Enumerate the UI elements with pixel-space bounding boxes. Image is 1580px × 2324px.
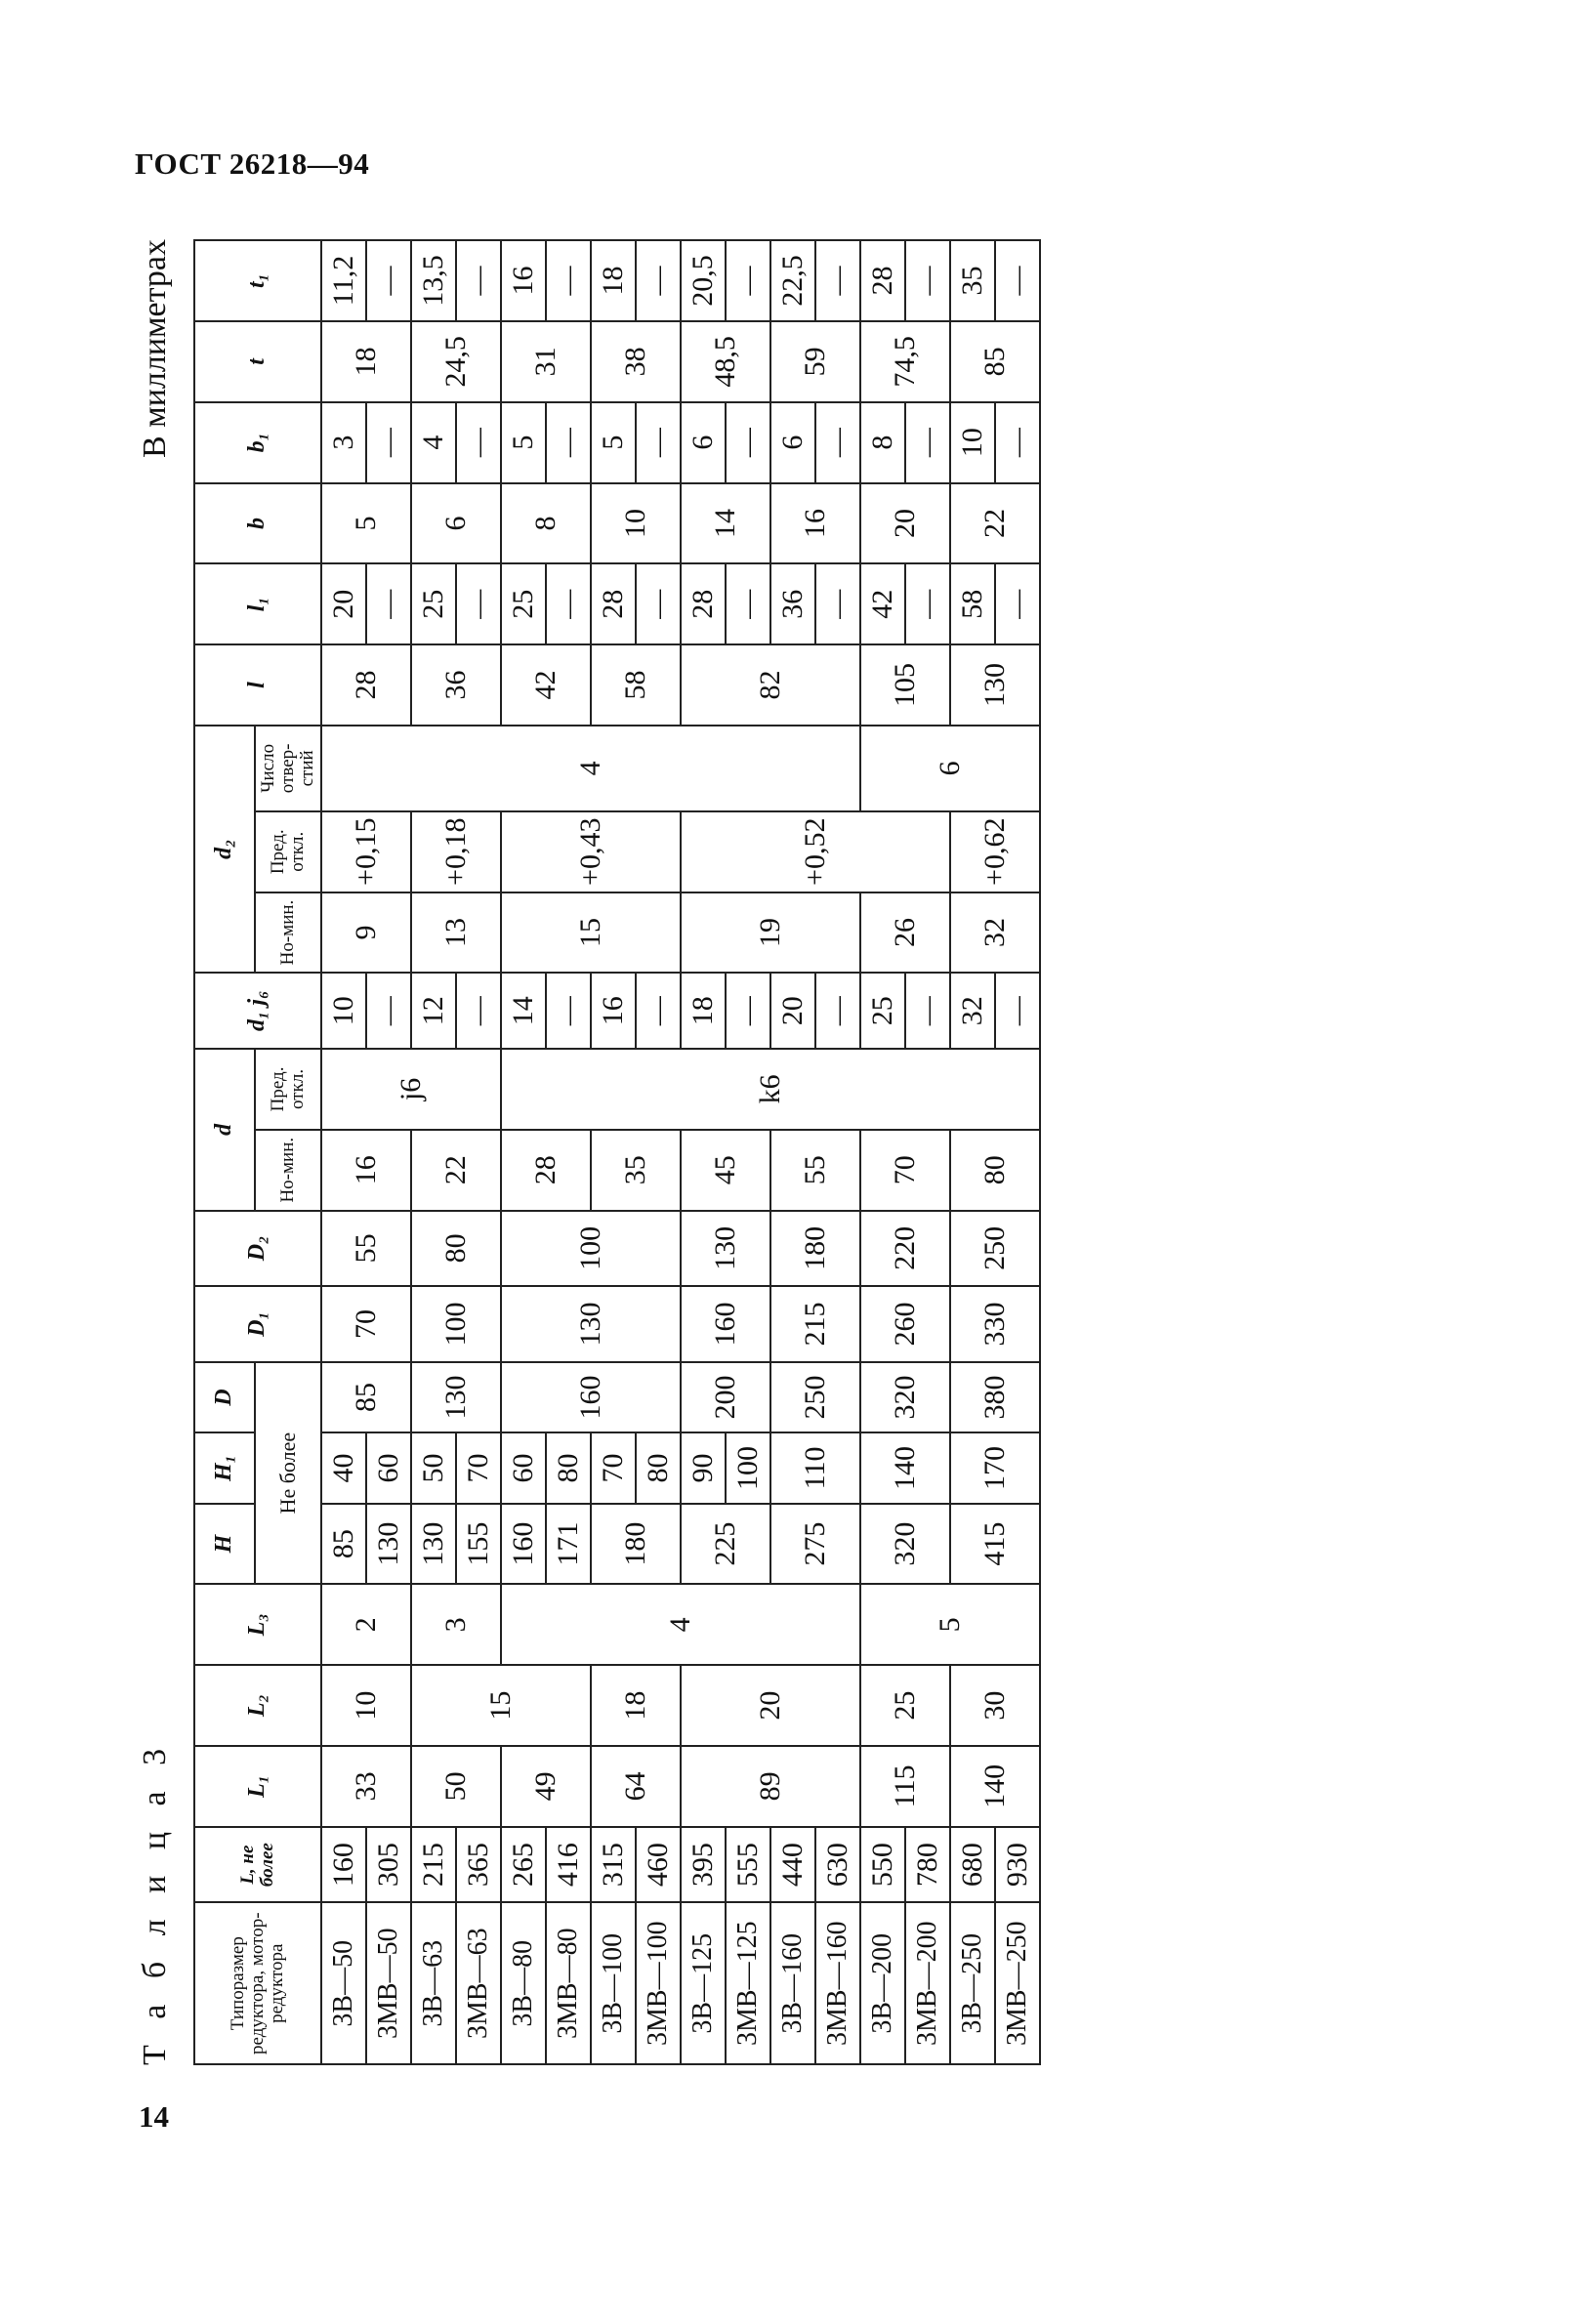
cell-L1: 115 bbox=[860, 1746, 950, 1827]
cell-L3: 2 bbox=[321, 1584, 411, 1665]
cell-d-nom: 28 bbox=[501, 1130, 591, 1211]
cell-b: 16 bbox=[770, 483, 860, 564]
cell-d-nom: 35 bbox=[591, 1130, 681, 1211]
cell-b: 5 bbox=[321, 483, 411, 564]
cell-b: 10 bbox=[591, 483, 681, 564]
cell-l1: — bbox=[815, 563, 860, 644]
header-D2: D₂ bbox=[194, 1211, 321, 1287]
cell-L2: 25 bbox=[860, 1665, 950, 1746]
cell-d1: 25 bbox=[860, 973, 905, 1049]
cell-L: 416 bbox=[546, 1827, 591, 1903]
table-row bbox=[950, 240, 995, 2064]
header-H1: H₁ bbox=[194, 1432, 255, 1503]
cell-b1: 10 bbox=[950, 402, 995, 483]
units-note: В миллиметрах bbox=[137, 239, 173, 458]
cell-t1: 16 bbox=[501, 240, 546, 321]
cell-H1: 110 bbox=[770, 1432, 860, 1503]
cell-d1: — bbox=[726, 973, 770, 1049]
cell-d2-pred: +0,15 bbox=[321, 811, 411, 892]
cell-L1: 33 bbox=[321, 1746, 411, 1827]
cell-d1: — bbox=[366, 973, 411, 1049]
cell-l1: — bbox=[636, 563, 681, 644]
cell-H1: 100 bbox=[726, 1432, 770, 1503]
cell-t1: 20,5 bbox=[681, 240, 726, 321]
row-name: 3В—50 bbox=[321, 1902, 366, 2064]
cell-d2-pred: +0,43 bbox=[501, 811, 681, 892]
cell-t1: — bbox=[995, 240, 1040, 321]
document-header: ГОСТ 26218—94 bbox=[135, 146, 370, 181]
cell-D1: 215 bbox=[770, 1286, 860, 1362]
cell-b: 14 bbox=[681, 483, 770, 564]
cell-t: 48,5 bbox=[681, 321, 770, 402]
cell-d1: 16 bbox=[591, 973, 636, 1049]
cell-d-nom: 22 bbox=[411, 1130, 501, 1211]
cell-L2: 30 bbox=[950, 1665, 1040, 1746]
row-name: 3МВ—100 bbox=[636, 1902, 681, 2064]
cell-d1: 18 bbox=[681, 973, 726, 1049]
header-d2: d₂ bbox=[194, 726, 255, 974]
cell-L1: 50 bbox=[411, 1746, 501, 1827]
cell-l: 58 bbox=[591, 644, 681, 726]
cell-L2: 15 bbox=[411, 1665, 591, 1746]
header-type: Типоразмер редуктора, мотор-редуктора bbox=[194, 1902, 321, 2064]
cell-H1: 60 bbox=[501, 1432, 546, 1503]
cell-t1: 18 bbox=[591, 240, 636, 321]
cell-D1: 100 bbox=[411, 1286, 501, 1362]
cell-b: 6 bbox=[411, 483, 501, 564]
cell-L2: 18 bbox=[591, 1665, 681, 1746]
cell-d1: 20 bbox=[770, 973, 815, 1049]
cell-t: 18 bbox=[321, 321, 411, 402]
cell-D2: 220 bbox=[860, 1211, 950, 1287]
cell-b: 8 bbox=[501, 483, 591, 564]
cell-L: 930 bbox=[995, 1827, 1040, 1903]
header-D1: D₁ bbox=[194, 1286, 321, 1362]
header-d-pred: Пред. откл. bbox=[255, 1049, 321, 1130]
cell-L: 305 bbox=[366, 1827, 411, 1903]
cell-H1: 80 bbox=[546, 1432, 591, 1503]
cell-d1: — bbox=[905, 973, 950, 1049]
page-number: 14 bbox=[139, 2099, 169, 2134]
cell-l1: — bbox=[456, 563, 501, 644]
cell-H: 415 bbox=[950, 1504, 1040, 1585]
cell-L1: 49 bbox=[501, 1746, 591, 1827]
cell-l: 130 bbox=[950, 644, 1040, 726]
cell-d1: 14 bbox=[501, 973, 546, 1049]
cell-D: 250 bbox=[770, 1362, 860, 1432]
header-t: t bbox=[194, 321, 321, 402]
cell-t1: — bbox=[815, 240, 860, 321]
cell-b1: — bbox=[726, 402, 770, 483]
cell-H: 130 bbox=[366, 1504, 411, 1585]
cell-L: 780 bbox=[905, 1827, 950, 1903]
cell-L3: 3 bbox=[411, 1584, 501, 1665]
cell-D: 160 bbox=[501, 1362, 681, 1432]
header-L2: L₂ bbox=[194, 1665, 321, 1746]
row-name: 3В—160 bbox=[770, 1902, 815, 2064]
cell-b1: — bbox=[366, 402, 411, 483]
cell-t1: — bbox=[905, 240, 950, 321]
cell-l1: — bbox=[546, 563, 591, 644]
cell-H: 160 bbox=[501, 1504, 546, 1585]
table-row bbox=[501, 240, 546, 2064]
cell-d-pred: j6 bbox=[321, 1049, 501, 1130]
row-name: 3В—125 bbox=[681, 1902, 726, 2064]
cell-D1: 260 bbox=[860, 1286, 950, 1362]
header-t1: t₁ bbox=[194, 240, 321, 321]
cell-H1: 40 bbox=[321, 1432, 366, 1503]
cell-L2: 20 bbox=[681, 1665, 860, 1746]
cell-L: 630 bbox=[815, 1827, 860, 1903]
cell-l: 105 bbox=[860, 644, 950, 726]
cell-d-nom: 70 bbox=[860, 1130, 950, 1211]
cell-d-nom: 80 bbox=[950, 1130, 1040, 1211]
cell-H1: 80 bbox=[636, 1432, 681, 1503]
header-d2-count: Число отвер-стий bbox=[255, 726, 321, 811]
cell-l1: 20 bbox=[321, 563, 366, 644]
cell-D: 85 bbox=[321, 1362, 411, 1432]
cell-b1: — bbox=[905, 402, 950, 483]
row-name: 3МВ—63 bbox=[456, 1902, 501, 2064]
cell-H1: 170 bbox=[950, 1432, 1040, 1503]
cell-L: 160 bbox=[321, 1827, 366, 1903]
cell-l1: 42 bbox=[860, 563, 905, 644]
cell-b1: 6 bbox=[770, 402, 815, 483]
cell-H: 225 bbox=[681, 1504, 770, 1585]
cell-L: 315 bbox=[591, 1827, 636, 1903]
header-d-nom: Но-мин. bbox=[255, 1130, 321, 1211]
cell-D: 380 bbox=[950, 1362, 1040, 1432]
cell-H: 171 bbox=[546, 1504, 591, 1585]
cell-d2-nom: 26 bbox=[860, 892, 950, 974]
cell-b1: 4 bbox=[411, 402, 456, 483]
cell-L2: 10 bbox=[321, 1665, 411, 1746]
cell-H1: 70 bbox=[591, 1432, 636, 1503]
cell-d2-nom: 13 bbox=[411, 892, 501, 974]
cell-b1: 3 bbox=[321, 402, 366, 483]
cell-d2-pred: +0,52 bbox=[681, 811, 950, 892]
cell-l: 82 bbox=[681, 644, 860, 726]
cell-l1: — bbox=[905, 563, 950, 644]
cell-l1: 58 bbox=[950, 563, 995, 644]
cell-b: 22 bbox=[950, 483, 1040, 564]
cell-b1: — bbox=[815, 402, 860, 483]
cell-H1: 50 bbox=[411, 1432, 456, 1503]
cell-d1: 32 bbox=[950, 973, 995, 1049]
header-L: L, не более bbox=[194, 1827, 321, 1903]
cell-H: 275 bbox=[770, 1504, 860, 1585]
cell-H1: 140 bbox=[860, 1432, 950, 1503]
cell-l1: 28 bbox=[681, 563, 726, 644]
cell-D2: 180 bbox=[770, 1211, 860, 1287]
cell-b1: 8 bbox=[860, 402, 905, 483]
cell-l1: — bbox=[995, 563, 1040, 644]
cell-t: 85 bbox=[950, 321, 1040, 402]
header-H: H bbox=[194, 1504, 255, 1585]
cell-b1: — bbox=[636, 402, 681, 483]
cell-H: 180 bbox=[591, 1504, 681, 1585]
cell-D2: 130 bbox=[681, 1211, 770, 1287]
cell-l1: 28 bbox=[591, 563, 636, 644]
row-name: 3МВ—50 bbox=[366, 1902, 411, 2064]
header-b: b bbox=[194, 483, 321, 564]
row-name: 3МВ—80 bbox=[546, 1902, 591, 2064]
cell-L: 550 bbox=[860, 1827, 905, 1903]
header-d: d bbox=[194, 1049, 255, 1211]
row-name: 3МВ—250 bbox=[995, 1902, 1040, 2064]
cell-t1: — bbox=[636, 240, 681, 321]
cell-L: 440 bbox=[770, 1827, 815, 1903]
header-L1: L₁ bbox=[194, 1746, 321, 1827]
cell-b1: — bbox=[546, 402, 591, 483]
cell-L1: 140 bbox=[950, 1746, 1040, 1827]
cell-L3: 5 bbox=[860, 1584, 1040, 1665]
cell-d2-count: 6 bbox=[860, 726, 1040, 811]
cell-L: 265 bbox=[501, 1827, 546, 1903]
cell-H: 320 bbox=[860, 1504, 950, 1585]
row-name: 3В—63 bbox=[411, 1902, 456, 2064]
cell-D: 130 bbox=[411, 1362, 501, 1432]
header-d2-pred: Пред. откл. bbox=[255, 811, 321, 892]
cell-d1: — bbox=[456, 973, 501, 1049]
cell-d1: 10 bbox=[321, 973, 366, 1049]
cell-d2-nom: 19 bbox=[681, 892, 860, 974]
cell-t1: — bbox=[456, 240, 501, 321]
cell-H: 130 bbox=[411, 1504, 456, 1585]
cell-H: 155 bbox=[456, 1504, 501, 1585]
cell-H1: 70 bbox=[456, 1432, 501, 1503]
cell-t1: — bbox=[726, 240, 770, 321]
cell-l1: 25 bbox=[411, 563, 456, 644]
cell-D2: 55 bbox=[321, 1211, 411, 1287]
cell-D2: 80 bbox=[411, 1211, 501, 1287]
header-ne-bolee: Не более bbox=[255, 1362, 321, 1585]
cell-d1: — bbox=[815, 973, 860, 1049]
cell-t1: 11,2 bbox=[321, 240, 366, 321]
cell-D1: 130 bbox=[501, 1286, 681, 1362]
cell-L3: 4 bbox=[501, 1584, 860, 1665]
cell-b: 20 bbox=[860, 483, 950, 564]
cell-t1: — bbox=[366, 240, 411, 321]
rotated-table-area bbox=[137, 239, 1445, 2065]
cell-D: 200 bbox=[681, 1362, 770, 1432]
cell-d2-pred: +0,62 bbox=[950, 811, 1040, 892]
table-row bbox=[860, 240, 905, 2064]
cell-D1: 330 bbox=[950, 1286, 1040, 1362]
cell-D2: 100 bbox=[501, 1211, 681, 1287]
row-name: 3МВ—125 bbox=[726, 1902, 770, 2064]
row-name: 3МВ—200 bbox=[905, 1902, 950, 2064]
row-name: 3В—100 bbox=[591, 1902, 636, 2064]
table-row bbox=[411, 240, 456, 2064]
cell-d1: — bbox=[546, 973, 591, 1049]
cell-D1: 70 bbox=[321, 1286, 411, 1362]
cell-l1: — bbox=[726, 563, 770, 644]
header-L3: L₃ bbox=[194, 1584, 321, 1665]
header-l1: l₁ bbox=[194, 563, 321, 644]
cell-l1: — bbox=[366, 563, 411, 644]
cell-d-nom: 16 bbox=[321, 1130, 411, 1211]
cell-t: 31 bbox=[501, 321, 591, 402]
cell-d-nom: 45 bbox=[681, 1130, 770, 1211]
cell-t: 24,5 bbox=[411, 321, 501, 402]
row-name: 3МВ—160 bbox=[815, 1902, 860, 2064]
cell-H1: 90 bbox=[681, 1432, 726, 1503]
cell-t: 59 bbox=[770, 321, 860, 402]
cell-l: 28 bbox=[321, 644, 411, 726]
cell-d2-nom: 32 bbox=[950, 892, 1040, 974]
cell-d2-nom: 9 bbox=[321, 892, 411, 974]
cell-d1: — bbox=[636, 973, 681, 1049]
row-name: 3В—80 bbox=[501, 1902, 546, 2064]
cell-L: 555 bbox=[726, 1827, 770, 1903]
cell-d-nom: 55 bbox=[770, 1130, 860, 1211]
cell-t: 38 bbox=[591, 321, 681, 402]
cell-d1: 12 bbox=[411, 973, 456, 1049]
header-d1: d₁ j₆ bbox=[194, 973, 321, 1049]
cell-b1: — bbox=[456, 402, 501, 483]
header-b1: b₁ bbox=[194, 402, 321, 483]
cell-d2-pred: +0,18 bbox=[411, 811, 501, 892]
header-l: l bbox=[194, 644, 321, 726]
cell-b1: 6 bbox=[681, 402, 726, 483]
cell-l1: 36 bbox=[770, 563, 815, 644]
cell-L: 460 bbox=[636, 1827, 681, 1903]
cell-d2-count: 4 bbox=[321, 726, 860, 811]
cell-l1: 25 bbox=[501, 563, 546, 644]
cell-D: 320 bbox=[860, 1362, 950, 1432]
cell-b1: 5 bbox=[591, 402, 636, 483]
cell-t1: 35 bbox=[950, 240, 995, 321]
header-d2-nom: Но-мин. bbox=[255, 892, 321, 974]
cell-b1: 5 bbox=[501, 402, 546, 483]
cell-H1: 60 bbox=[366, 1432, 411, 1503]
cell-L1: 64 bbox=[591, 1746, 681, 1827]
table-row bbox=[321, 240, 366, 2064]
cell-H: 85 bbox=[321, 1504, 366, 1585]
cell-t1: — bbox=[546, 240, 591, 321]
table-caption: Т а б л и ц а 3 bbox=[137, 1739, 173, 2065]
cell-l: 36 bbox=[411, 644, 501, 726]
table-row bbox=[591, 240, 636, 2064]
cell-t1: 22,5 bbox=[770, 240, 815, 321]
cell-t1: 13,5 bbox=[411, 240, 456, 321]
cell-L: 680 bbox=[950, 1827, 995, 1903]
header-D: D bbox=[194, 1362, 255, 1432]
cell-d2-nom: 15 bbox=[501, 892, 681, 974]
cell-t: 74,5 bbox=[860, 321, 950, 402]
cell-L1: 89 bbox=[681, 1746, 860, 1827]
cell-D1: 160 bbox=[681, 1286, 770, 1362]
cell-L: 395 bbox=[681, 1827, 726, 1903]
cell-L: 215 bbox=[411, 1827, 456, 1903]
cell-l: 42 bbox=[501, 644, 591, 726]
row-name: 3В—250 bbox=[950, 1902, 995, 2064]
cell-D2: 250 bbox=[950, 1211, 1040, 1287]
dimensions-table bbox=[193, 239, 1041, 2065]
cell-t1: 28 bbox=[860, 240, 905, 321]
cell-d1: — bbox=[995, 973, 1040, 1049]
cell-b1: — bbox=[995, 402, 1040, 483]
cell-d-pred: k6 bbox=[501, 1049, 1040, 1130]
cell-L: 365 bbox=[456, 1827, 501, 1903]
table-row bbox=[681, 240, 726, 2064]
row-name: 3В—200 bbox=[860, 1902, 905, 2064]
